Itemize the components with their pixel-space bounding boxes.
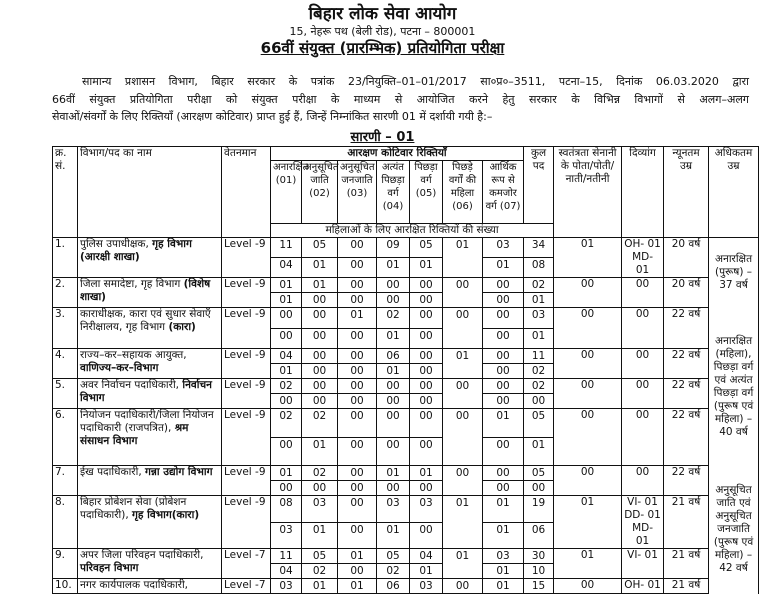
table-row [53,379,759,394]
row-total: 05 [524,466,554,481]
row-value: 11 [271,238,302,258]
row-pay-level: Level -9 [222,379,271,409]
row-dept [78,238,222,278]
row-max-age: अनारक्षित (महिला), पिछड़ा वर्ग एवं अत्यंत पिछड़ा वर्ग (पुरूष एवं महिला) – 40 वर्ष [709,308,759,466]
dept-name: नियोजन पदाधिकारी/जिला नियोजन पदाधिकारी (राजपत्रित), [80,409,214,434]
row-value: 01 [483,409,524,438]
col-c6: पिछड़े वर्गों की महिला (06) [443,161,483,224]
row-divyang [622,349,664,379]
row-total-women: 01 [524,437,554,466]
row-value-women: 00 [410,437,443,466]
dept-department: श्रम संसाधन विभाग [80,422,189,447]
row-value-women: 00 [483,394,524,409]
row-dept [78,496,222,549]
row-value: 00 [377,379,410,394]
row-value: 05 [302,549,338,564]
row-value-women: 01 [302,437,338,466]
row-freedom-fighter: 01 [554,549,622,579]
dept-department: गृह विभाग (आरक्षी शाखा) [80,238,192,263]
row-value: 00 [483,349,524,364]
row-value: 03 [377,496,410,523]
row-freedom-fighter: 00 [554,579,622,594]
row-value: 00 [443,579,483,594]
row-divyang [622,549,664,579]
row-min-age: 22 वर्ष [664,349,709,379]
row-value-women: 02 [377,564,410,579]
row-value-women: 00 [377,481,410,496]
row-divyang [622,379,664,409]
row-total-women: 02 [524,364,554,379]
table-row [53,579,759,594]
row-value-women: 00 [410,293,443,308]
row-freedom-fighter: 01 [554,238,622,278]
row-value-women: 00 [302,394,338,409]
row-value-women: 00 [410,328,443,349]
row-value-women: 01 [271,293,302,308]
row-value-women: 00 [338,481,377,496]
row-value-women: 01 [377,258,410,278]
row-value: 00 [483,466,524,481]
row-value-women: 00 [338,364,377,379]
dept-department: गृह विभाग(कारा) [132,509,200,521]
row-total-women: 06 [524,522,554,549]
row-freedom-fighter: 00 [554,409,622,466]
row-freedom-fighter: 00 [554,379,622,409]
col-c4: अत्यंत पिछड़ा वर्ग (04) [377,161,410,224]
row-divyang [622,466,664,496]
row-value: 02 [271,379,302,394]
dept-department: परिवहन विभाग [80,562,139,574]
exam-title: 66वीं संयुक्त (प्रारम्भिक) प्रतियोगिता परीक्षा [260,39,505,57]
row-max-age: अनारक्षित (पुरूष) – 37 वर्ष [709,238,759,308]
row-pay-level: Level -9 [222,238,271,278]
row-min-age: 21 वर्ष [664,549,709,579]
row-total-women: 08 [524,258,554,278]
row-value-women: 01 [410,258,443,278]
women-note: महिलाओं के लिए आरक्षित रिक्तियों की संख्या [271,224,554,238]
col-total: कुल पद [524,147,554,224]
row-value: 01 [271,278,302,293]
row-sno: 9. [53,549,78,579]
row-value-women: 00 [483,437,524,466]
row-value-women: 00 [377,394,410,409]
row-value: 01 [302,278,338,293]
divyang-entry: MD- 01 [632,522,653,547]
dept-department: निर्वाचन विभाग [80,379,212,404]
row-divyang [622,579,664,594]
row-total-women: 00 [524,481,554,496]
row-value: 11 [271,549,302,564]
row-value: 00 [302,349,338,364]
col-sno: क्र. सं. [53,147,78,238]
row-value-women: 00 [410,364,443,379]
row-total-women: 01 [524,328,554,349]
row-sno: 7. [53,466,78,496]
row-value-women: 00 [271,328,302,349]
row-value-women: 00 [338,394,377,409]
row-value: 00 [338,349,377,364]
row-value-women: 01 [377,364,410,379]
table-row [53,308,759,329]
row-value: 01 [443,549,483,579]
row-value-women: 00 [377,293,410,308]
row-value: 00 [443,308,483,349]
col-max-age: अधिकतम उम्र [709,147,759,238]
divyang-entry: 00 [635,308,650,320]
row-divyang [622,278,664,308]
row-min-age: 20 वर्ष [664,238,709,278]
row-value: 03 [410,496,443,523]
row-value-women: 00 [338,522,377,549]
row-value: 00 [338,379,377,394]
row-value-women: 01 [483,522,524,549]
row-freedom-fighter: 00 [554,308,622,349]
row-value: 00 [443,409,483,466]
row-min-age: 21 वर्ष [664,496,709,549]
row-value: 00 [410,349,443,364]
dept-department: वाणिज्य–कर–विभाग [80,362,159,374]
row-value-women: 00 [338,564,377,579]
dept-name: काराधीक्षक, कारा एवं सुधार सेवाएँ निरीक्षालय, गृह विभाग [80,308,211,333]
row-value: 01 [271,466,302,481]
intro-paragraph [52,73,749,126]
col-c3: अनुसूचित जनजाति (03) [338,161,377,224]
divyang-entry: 00 [635,466,650,478]
row-pay-level: Level -9 [222,349,271,379]
row-value-women: 00 [302,328,338,349]
table-title: सारणी – 01 [350,130,415,145]
table-row [53,349,759,364]
row-value-women: 00 [302,293,338,308]
col-c5: पिछड़ा वर्ग (05) [410,161,443,224]
divyang-entry: DD- 01 [624,509,661,521]
row-value-women: 00 [410,481,443,496]
row-total: 11 [524,349,554,364]
row-value: 05 [302,238,338,258]
table-row [53,409,759,438]
row-value-women: 00 [271,394,302,409]
row-value-women: 01 [302,258,338,278]
row-value: 00 [410,278,443,293]
row-value: 01 [483,579,524,594]
row-value: 00 [443,466,483,496]
row-dept [78,466,222,496]
row-pay-level: Level -7 [222,579,271,594]
row-pay-level: Level -9 [222,308,271,349]
row-value-women: 00 [302,364,338,379]
row-value: 00 [302,379,338,394]
dept-name: ईख पदाधिकारी, [80,466,142,478]
row-freedom-fighter: 00 [554,466,622,496]
row-value-women: 00 [483,328,524,349]
row-value: 00 [377,409,410,438]
row-value: 01 [443,496,483,549]
row-freedom-fighter: 01 [554,496,622,549]
row-value-women: 01 [483,564,524,579]
row-value: 08 [271,496,302,523]
row-value: 01 [443,238,483,278]
row-total-women: 01 [524,293,554,308]
row-sno: 4. [53,349,78,379]
row-value-women: 01 [377,328,410,349]
row-divyang [622,409,664,466]
col-min-age: न्यूनतम उम्र [664,147,709,238]
row-value: 01 [302,579,338,594]
intro-line-3: सेवाओं/संवर्गों के लिए रिक्तियाँ (आरक्षण कोटिवार) प्राप्त हुई हैं, जिन्हें निम्नांकित सारणी 01 में दर्शायी गयी है:– [52,110,493,123]
dept-name: बिहार प्रोबेशन सेवा (प्रोबेशन पदाधिकारी), [80,496,187,521]
row-total-women: 10 [524,564,554,579]
dept-name: अवर निर्वाचन पदाधिकारी, [80,379,180,391]
row-total: 05 [524,409,554,438]
col-freedom-fighter: स्वतंत्रता सेनानी के पोता/पोती/नाती/नतीनी [554,147,622,238]
row-min-age: 20 वर्ष [664,278,709,308]
col-dept: विभाग/पद का नाम [78,147,222,238]
divyang-entry: OH- 01 [624,238,661,250]
row-value-women: 00 [483,481,524,496]
row-min-age: 22 वर्ष [664,379,709,409]
row-value: 01 [377,466,410,481]
col-c7: आर्थिक रूप से कमजोर वर्ग (07) [483,161,524,224]
row-value: 05 [377,549,410,564]
row-value-women: 00 [338,437,377,466]
row-sno: 6. [53,409,78,466]
row-value: 05 [410,238,443,258]
row-total: 30 [524,549,554,564]
row-pay-level: Level -9 [222,409,271,466]
row-value-women: 00 [338,293,377,308]
row-min-age: 21 वर्ष [664,579,709,594]
row-value: 02 [302,409,338,438]
row-value: 00 [443,379,483,409]
row-value-women: 04 [271,258,302,278]
row-value: 00 [338,238,377,258]
table-row [53,278,759,293]
row-pay-level: Level -9 [222,496,271,549]
row-value: 06 [377,349,410,364]
row-value-women: 00 [271,437,302,466]
row-value: 01 [410,466,443,481]
row-divyang [622,308,664,349]
row-value: 01 [483,496,524,523]
table-row [53,466,759,481]
row-value: 00 [338,409,377,438]
row-sno: 10. [53,579,78,594]
row-value: 02 [302,466,338,481]
row-min-age: 22 वर्ष [664,308,709,349]
dept-department: (विशेष शाखा) [80,278,211,303]
row-value: 01 [338,579,377,594]
row-value-women: 00 [271,481,302,496]
row-value: 00 [443,278,483,308]
row-value: 01 [338,549,377,564]
row-value: 03 [302,496,338,523]
row-total: 02 [524,379,554,394]
table-row [53,549,759,564]
divyang-entry: VI- 01 [627,496,658,508]
divyang-entry: MD- 01 [632,251,653,276]
row-sno: 3. [53,308,78,349]
row-value: 04 [271,349,302,364]
row-value-women: 04 [271,564,302,579]
row-value: 02 [377,308,410,329]
row-sno: 1. [53,238,78,278]
row-value-women: 00 [377,437,410,466]
row-value: 00 [377,278,410,293]
dept-name: नगर कार्यपालक पदाधिकारी, [80,579,189,591]
row-value: 01 [443,349,483,379]
divyang-entry: 00 [635,409,650,421]
row-min-age: 22 वर्ष [664,466,709,496]
row-value: 04 [410,549,443,564]
row-dept [78,278,222,308]
org-address: 15, नेहरू पथ (बेली रोड), पटना – 800001 [289,25,476,38]
row-value-women: 00 [483,364,524,379]
row-value: 00 [410,379,443,394]
row-value: 00 [302,308,338,329]
header-row-1 [53,147,759,161]
row-divyang [622,238,664,278]
row-value-women: 00 [483,293,524,308]
intro-line-1: सामान्य प्रशासन विभाग, बिहार सरकार के पत्रांक 23/नियुक्ति–01–01/2017 सा०प्र०–3511, पटना–15, दिनांक 06.03.2020 द्वारा [82,75,749,88]
row-total-women: 00 [524,394,554,409]
row-value: 03 [271,579,302,594]
row-value: 00 [338,496,377,523]
row-value: 03 [483,549,524,564]
document-header [0,4,765,58]
row-value: 00 [338,466,377,481]
table-row [53,238,759,258]
row-value: 00 [483,278,524,293]
dept-name: पुलिस उपाधीक्षक, [80,238,149,250]
divyang-entry: 00 [635,278,650,290]
row-total: 15 [524,579,554,594]
divyang-entry: 00 [635,379,650,391]
row-dept [78,409,222,466]
row-value-women: 01 [483,258,524,278]
row-value: 00 [338,278,377,293]
col-c2: अनुसूचित जाति (02) [302,161,338,224]
divyang-entry: VI- 01 [627,549,658,561]
row-value: 00 [410,409,443,438]
row-value-women: 01 [410,564,443,579]
row-dept [78,308,222,349]
row-value-women: 02 [302,564,338,579]
row-value-women: 00 [410,522,443,549]
row-value: 00 [483,379,524,394]
col-pay: वेतनमान [222,147,271,238]
dept-name: राज्य–कर–सहायक आयुक्त, [80,349,187,361]
row-dept [78,579,222,594]
col-reservation: आरक्षण कोटिवार रिक्तियाँ [271,147,524,161]
row-total: 02 [524,278,554,293]
row-value-women: 01 [377,522,410,549]
row-value: 00 [483,308,524,329]
row-value-women: 01 [302,522,338,549]
row-max-age: अनुसूचित जाति एवं अनुसूचित जनजाति (पुरूष एवं महिला) – 42 वर्ष [709,466,759,594]
row-pay-level: Level -9 [222,278,271,308]
row-dept [78,349,222,379]
row-value-women: 00 [338,328,377,349]
vacancy-table [52,146,759,594]
row-value: 03 [483,238,524,258]
row-divyang [622,496,664,549]
row-freedom-fighter: 00 [554,278,622,308]
row-freedom-fighter: 00 [554,349,622,379]
row-pay-level: Level -7 [222,549,271,579]
row-value-women: 00 [338,258,377,278]
table-row [53,496,759,523]
row-sno: 5. [53,379,78,409]
dept-name: अपर जिला परिवहन पदाधिकारी, [80,549,204,561]
divyang-entry: 00 [635,349,650,361]
row-pay-level: Level -9 [222,466,271,496]
divyang-entry: OH- 01 [624,579,661,591]
row-value-women: 00 [302,481,338,496]
row-value: 01 [338,308,377,329]
row-value: 09 [377,238,410,258]
row-value-women: 01 [271,364,302,379]
org-name: बिहार लोक सेवा आयोग [308,4,457,24]
col-c1: अनारक्षित (01) [271,161,302,224]
intro-line-2: 66वीं संयुक्त प्रतियोगिता परीक्षा को संयुक्त परीक्षा के माध्यम से आयोजित करने हेतु सरकार के विभिन्न विभागों से अलग–अलग [52,92,749,106]
row-dept [78,549,222,579]
row-sno: 8. [53,496,78,549]
vacancy-rows [53,238,759,594]
col-divyang: दिव्यांग [622,147,664,238]
row-value: 03 [410,579,443,594]
row-value: 02 [271,409,302,438]
row-dept [78,379,222,409]
row-value-women: 00 [410,394,443,409]
row-total: 19 [524,496,554,523]
dept-name: जिला समादेष्टा, गृह विभाग [80,278,181,290]
dept-department: (कारा) [168,321,196,333]
row-value: 06 [377,579,410,594]
row-min-age: 22 वर्ष [664,409,709,466]
row-total: 34 [524,238,554,258]
row-value-women: 03 [271,522,302,549]
row-value: 00 [271,308,302,329]
dept-department: गन्ना उद्योग विभाग [145,466,213,478]
row-total: 03 [524,308,554,329]
row-value: 00 [410,308,443,329]
row-sno: 2. [53,278,78,308]
